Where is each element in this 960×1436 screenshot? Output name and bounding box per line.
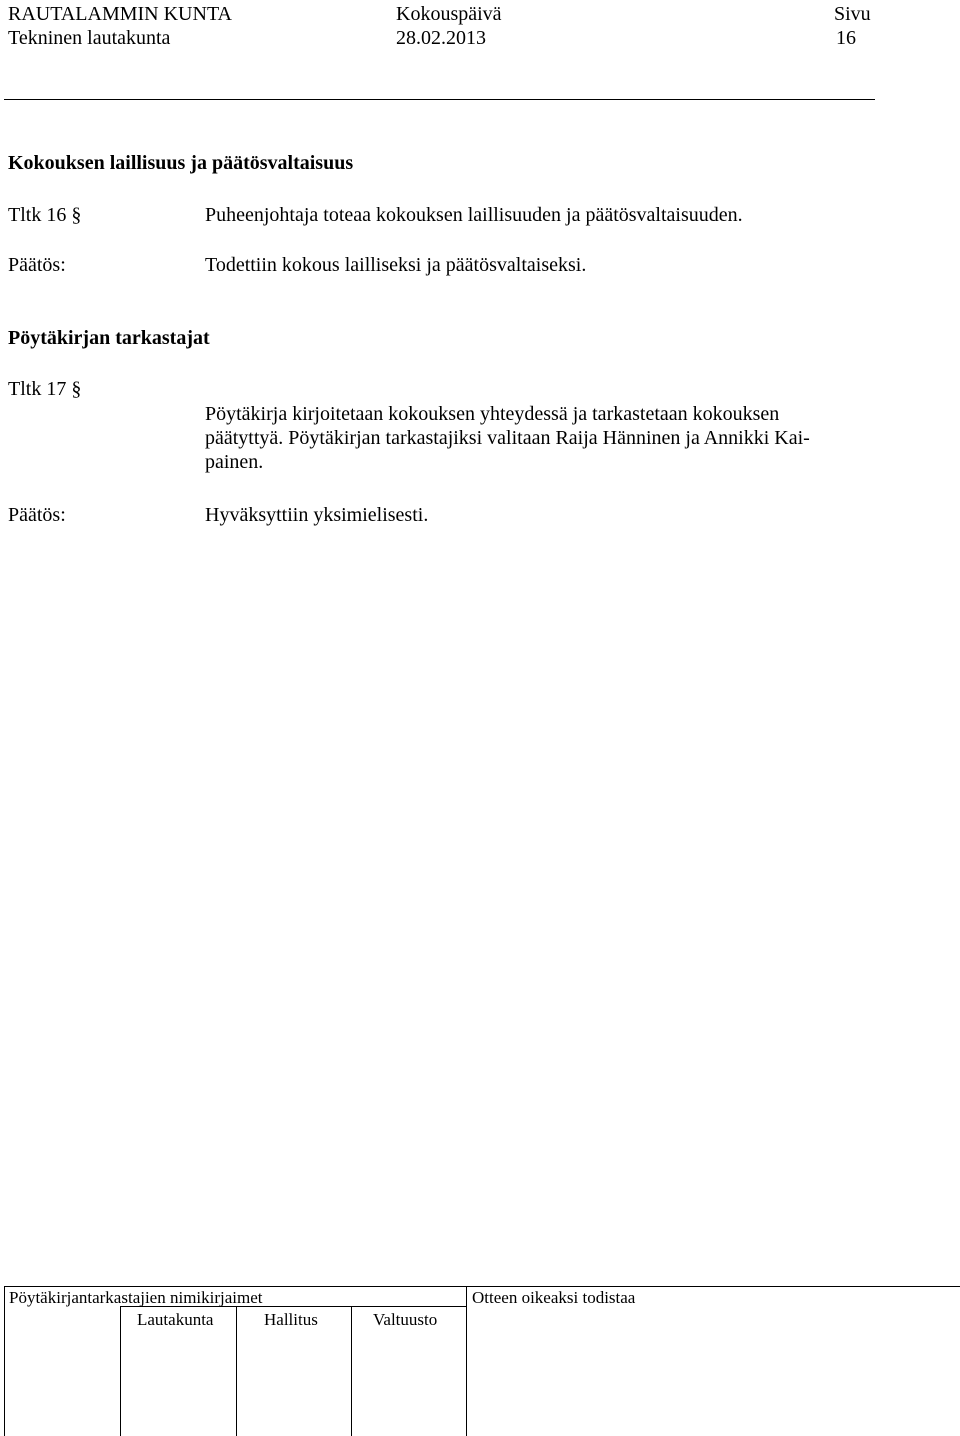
decision-17-text: Hyväksyttiin yksimielisesti. [205, 504, 429, 526]
page-label: Sivu [834, 3, 871, 25]
footer-middle-divider [466, 1286, 467, 1436]
footer-col-lautakunta: Lautakunta [137, 1310, 214, 1329]
organization-name: RAUTALAMMIN KUNTA [8, 3, 233, 25]
decision-16-text: Todettiin kokous lailliseksi ja päätösvaltaiseksi. [205, 254, 587, 276]
item-16-text: Puheenjohtaja toteaa kokouksen laillisuuden ja päätösvaltaisuuden. [205, 204, 743, 226]
footer-col-divider-2 [236, 1306, 237, 1436]
footer-col-hallitus: Hallitus [264, 1310, 318, 1329]
item-17-line-2: päätyttyä. Pöytäkirjan tarkastajiksi valitaan Raija Hänninen ja Annikki Kai- [205, 427, 810, 449]
footer-top-border [4, 1286, 960, 1287]
initials-label: Pöytäkirjantarkastajien nimikirjaimet [9, 1288, 263, 1307]
footer-col-divider-1 [120, 1306, 121, 1436]
board-name: Tekninen lautakunta [8, 27, 171, 49]
section-title-legality: Kokouksen laillisuus ja päätösvaltaisuus [8, 152, 354, 174]
footer-col-valtuusto: Valtuusto [373, 1310, 438, 1329]
item-17-line-1: Pöytäkirja kirjoitetaan kokouksen yhteydessä ja tarkastetaan kokouksen [205, 403, 780, 425]
meeting-date: 28.02.2013 [396, 27, 486, 49]
footer-left-border [4, 1286, 5, 1436]
item-17-text [205, 402, 870, 474]
item-17-line-3: painen. [205, 451, 264, 473]
item-number-17: Tltk 17 § [8, 378, 82, 400]
header-divider [4, 99, 875, 100]
section-title-inspectors: Pöytäkirjan tarkastajat [8, 327, 210, 349]
decision-label-16: Päätös: [8, 254, 66, 276]
certify-label: Otteen oikeaksi todistaa [472, 1288, 636, 1307]
meeting-date-label: Kokouspäivä [396, 3, 502, 25]
page-number: 16 [836, 27, 856, 49]
item-number-16: Tltk 16 § [8, 204, 82, 226]
footer-col-divider-3 [351, 1306, 352, 1436]
decision-label-17: Päätös: [8, 504, 66, 526]
